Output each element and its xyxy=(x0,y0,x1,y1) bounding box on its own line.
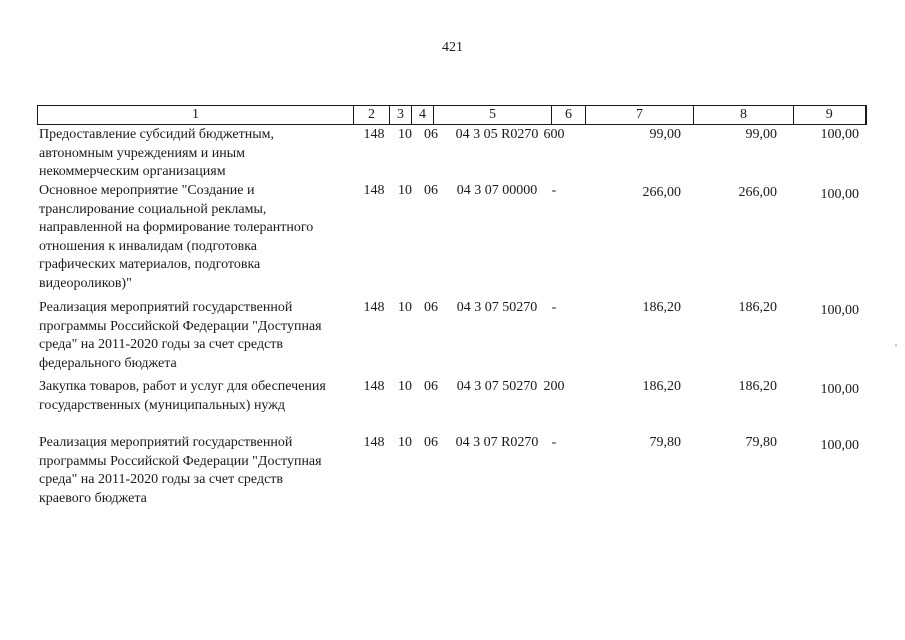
cell-col-8: 186,20 xyxy=(738,379,777,394)
cell-expense-type: - xyxy=(551,183,557,198)
row-name-line: краевого бюджета xyxy=(39,490,147,506)
cell-col-7: 186,20 xyxy=(642,300,681,315)
row-name-line: программы Российской Федерации "Доступная xyxy=(39,318,322,334)
cell-subsection: 06 xyxy=(424,435,438,450)
cell-ministry-code: 148 xyxy=(363,183,385,198)
header-col-8: 8 xyxy=(694,106,794,125)
cell-col-7: 79,80 xyxy=(649,435,681,450)
cell-section: 10 xyxy=(398,183,412,198)
row-name-line: Реализация мероприятий государственной xyxy=(39,300,293,315)
cell-col-9: 100,00 xyxy=(820,303,859,318)
row-name-line: направленной на формирование толерантного xyxy=(39,220,314,235)
cell-subsection: 06 xyxy=(424,127,438,142)
cell-target-article: 04 3 07 R0270 xyxy=(455,435,539,450)
cell-target-article: 04 3 07 50270 xyxy=(456,300,538,315)
cell-expense-type: - xyxy=(551,300,557,315)
cell-col-7: 99,00 xyxy=(649,127,681,142)
header-col-5: 5 xyxy=(434,106,552,125)
cell-target-article: 04 3 07 50270 xyxy=(456,379,538,394)
row-name-line: программы Российской Федерации "Доступная xyxy=(39,453,322,469)
row-name-line: транслирование социальной рекламы, xyxy=(39,201,267,217)
row-name-line: Предоставление субсидий бюджетным, xyxy=(39,127,275,142)
row-name-line: Реализация мероприятий государственной xyxy=(39,435,293,450)
cell-expense-type: 600 xyxy=(543,127,565,142)
cell-target-article: 04 3 05 R0270 xyxy=(455,127,539,142)
row-name-line: государственных (муниципальных) нужд xyxy=(39,397,286,413)
cell-col-8: 99,00 xyxy=(745,127,777,142)
cell-ministry-code: 148 xyxy=(363,435,385,450)
column-number-header xyxy=(37,105,867,125)
cell-col-8: 79,80 xyxy=(745,435,777,450)
row-name-line: Основное мероприятие "Создание и xyxy=(39,183,255,198)
row-name-line: некоммерческим организациям xyxy=(39,164,226,179)
header-col-3: 3 xyxy=(390,106,412,125)
page-number: 421 xyxy=(442,40,463,55)
cell-expense-type: 200 xyxy=(543,379,565,394)
cell-subsection: 06 xyxy=(424,183,438,198)
header-col-6: 6 xyxy=(552,106,586,125)
cell-col-7: 266,00 xyxy=(642,185,681,200)
row-name-line: автономным учреждениям и иным xyxy=(39,145,246,161)
scan-speck xyxy=(895,344,897,347)
cell-section: 10 xyxy=(398,300,412,315)
cell-section: 10 xyxy=(398,379,412,394)
row-name xyxy=(39,299,357,373)
row-name-line: Закупка товаров, работ и услуг для обеспечения xyxy=(39,379,326,394)
row-name-line: среда" на 2011-2020 годы за счет средств xyxy=(39,472,284,487)
cell-col-9: 100,00 xyxy=(820,187,859,202)
cell-ministry-code: 148 xyxy=(363,127,385,142)
cell-col-9: 100,00 xyxy=(820,127,859,142)
cell-ministry-code: 148 xyxy=(363,379,385,394)
cell-col-8: 186,20 xyxy=(738,300,777,315)
row-name xyxy=(39,378,357,415)
row-name-line: отношения к инвалидам (подготовка xyxy=(39,238,257,254)
header-col-1: 1 xyxy=(38,106,354,125)
header-col-7: 7 xyxy=(586,106,694,125)
cell-section: 10 xyxy=(398,127,412,142)
cell-ministry-code: 148 xyxy=(363,300,385,315)
header-col-4: 4 xyxy=(412,106,434,125)
cell-subsection: 06 xyxy=(424,379,438,394)
row-name xyxy=(39,126,357,182)
row-name-line: видеороликов)" xyxy=(39,275,132,291)
header-col-9: 9 xyxy=(794,106,866,125)
cell-col-9: 100,00 xyxy=(820,438,859,453)
cell-col-7: 186,20 xyxy=(642,379,681,394)
row-name-line: графических материалов, подготовка xyxy=(39,257,261,272)
cell-expense-type: - xyxy=(551,435,557,450)
cell-subsection: 06 xyxy=(424,300,438,315)
row-name xyxy=(39,182,357,293)
cell-col-8: 266,00 xyxy=(738,185,777,200)
header-col-2: 2 xyxy=(354,106,390,125)
cell-section: 10 xyxy=(398,435,412,450)
cell-target-article: 04 3 07 00000 xyxy=(456,183,538,198)
row-name-line: среда" на 2011-2020 годы за счет средств xyxy=(39,337,284,352)
row-name-line: федерального бюджета xyxy=(39,355,177,371)
cell-col-9: 100,00 xyxy=(820,382,859,397)
row-name xyxy=(39,434,357,508)
